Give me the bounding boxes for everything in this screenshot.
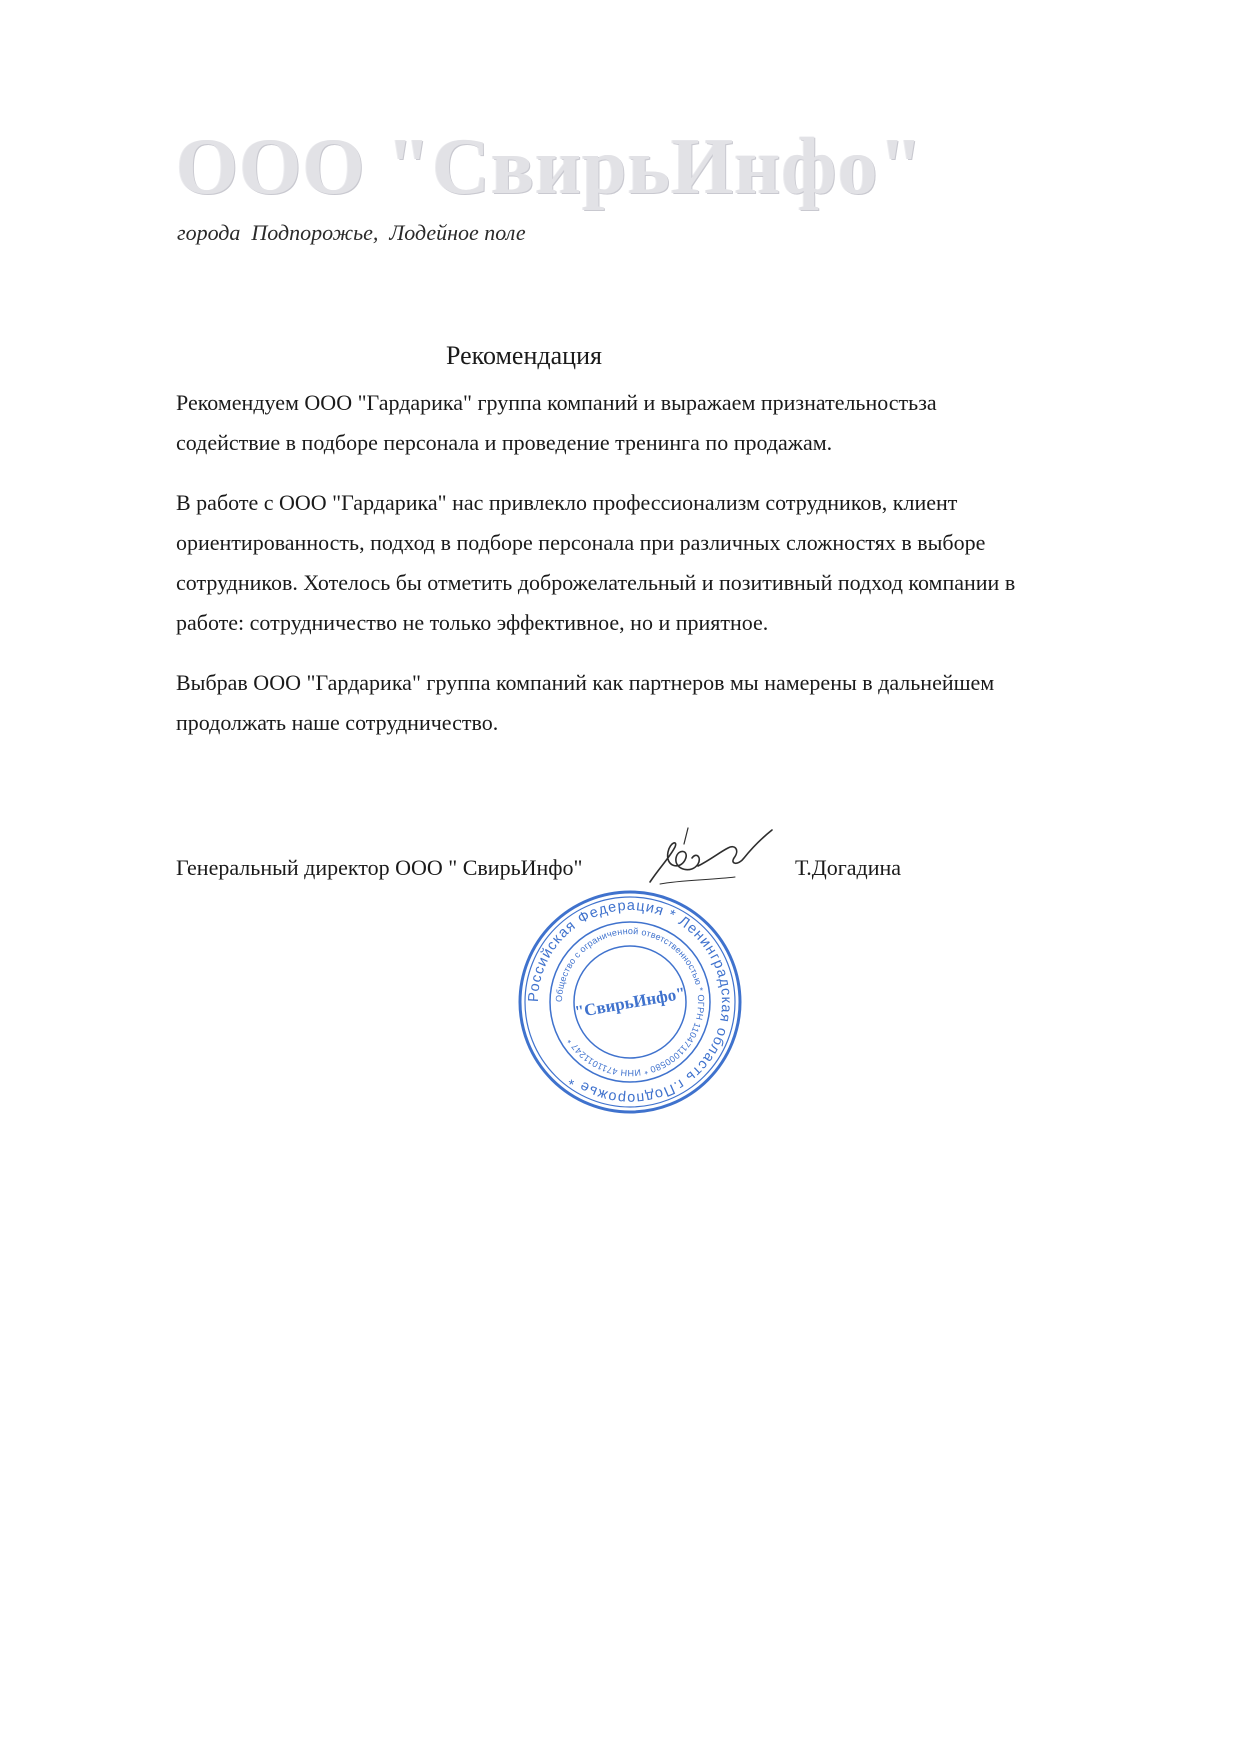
signatory-name: Т.Догадина [795, 855, 902, 880]
document-body [176, 383, 1166, 763]
seal-center-text: "СвирьИнфо" [573, 983, 687, 1022]
letterhead-company-name: ООО "СвирьИнфо" [176, 123, 925, 211]
document-title: Рекомендация [446, 341, 602, 370]
signatory-position: Генеральный директор ООО " СвирьИнфо" [176, 855, 583, 880]
seal-outer-ring-text: Российская Федерация * Ленинградская область г.Подпорожье * [525, 897, 735, 1107]
seal-inner-ring-text: Общество с ограниченной ответственностью * ОГРН 1104711000580 * ИНН 4711011247 * [553, 925, 707, 1079]
body-paragraph: В работе с ООО "Гардарика" нас привлекло профессионализм сотрудников, клиент ориентированность, подход в подборе персонала при различных сложностях в выборе сотрудников. Хотелось бы отметить доброжелательный и позитивный подход компании в работе: сотрудничество не только эффективное, но и приятное. [176, 490, 1016, 635]
letterhead-cities: города Подпорожье, Лодейное поле [177, 220, 526, 245]
body-paragraph: Выбрав ООО "Гардарика" группа компаний как партнеров мы намерены в дальнейшем продолжать наше сотрудничество. [176, 670, 995, 735]
body-paragraph: Рекомендуем ООО "Гардарика" группа компаний и выражаем признательностьза содействие в подборе персонала и проведение тренинга по продажам. [176, 390, 937, 455]
company-seal [515, 887, 745, 1117]
